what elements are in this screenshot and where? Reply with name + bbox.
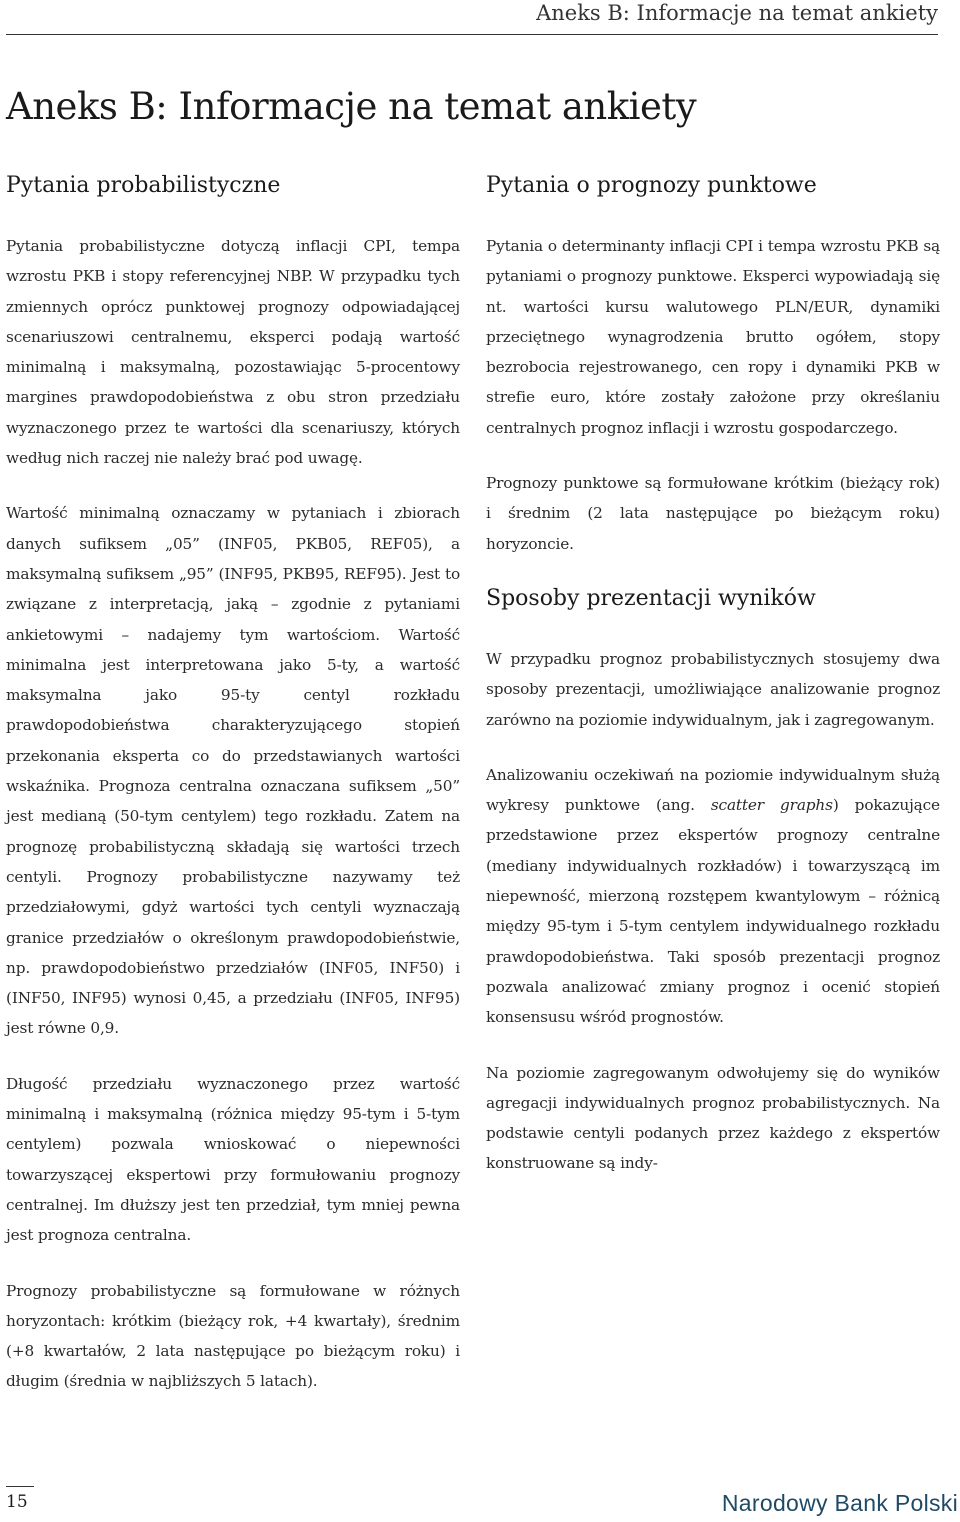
paragraph: Pytania probabilistyczne dotyczą inflacji CPI, tempa wzrostu PKB i stopy referencyjnej NBP. W przypadku tych zmiennych oprócz punktowej prognozy odpowiadającej scenariuszowi centralnemu, eksperci podają wartość minimalną i maksymalną, pozostawiając 5-procentowy margines prawdopodobieństwa z obu stron przedziału wyznaczonego przez te wartości dla scenariuszy, których według nich raczej nie należy brać pod uwagę. (6, 237, 460, 468)
paragraph: Wartość minimalną oznaczamy w pytaniach i zbiorach danych sufiksem „05” (INF05, PKB05, REF05), a maksymalną sufiksem „95” (INF95, PKB95, REF95). Jest to związane z interpretacją, jaką – zgodnie z pytaniami ankietowymi – nadajemy tym wartościom. Wartość minimalna jest interpretowana jako 5-ty, a wartość maksymalna jako 95-ty centyl rozkładu prawdopodobieństwa charakteryzującego stopień przekonania eksperta co do przedstawianych wartości wskaźnika. Prognoza centralna oznaczana sufiksem „50” jest medianą (50-tym centylem) tego rozkładu. Zatem na prognozę probabilistyczną składają się wartości trzech centyli. Prognozy probabilistyczne nazywamy też przedziałowymi, gdyż wartości tych centyli wyznaczają granice przedziałów o określonym prawdopodobieństwie, np. prawdopodobieństwo przedziałów (INF05, INF50) i (INF50, INF95) wynosi 0,45, a przedziału (INF05, INF95) jest równe 0,9. (6, 504, 460, 1038)
running-header: Aneks B: Informacje na temat ankiety (6, 0, 938, 35)
paragraph: Prognozy probabilistyczne są formułowane w różnych horyzontach: krótkim (bieżący rok, +4 kwartały), średnim (+8 kwartałów, 2 lata następujące po bieżącym roku) i długim (średnia w najbliższych 5 latach). (6, 1281, 460, 1391)
paragraph: Prognozy punktowe są formułowane krótkim (bieżący rok) i średnim (2 lata następujące po bieżącym roku) horyzoncie. (486, 474, 940, 553)
text-span: Analizowaniu oczekiwań na poziomie indywidualnym służą wykresy punktowe (ang. (486, 765, 940, 815)
section-heading-point-forecasts: Pytania o prognozy punktowe (486, 173, 817, 198)
paragraph: W przypadku prognoz probabilistycznych stosujemy dwa sposoby prezentacji, umożliwiające analizowanie prognoz zarówno na poziomie indywidualnym, jak i zagregowanym. (486, 649, 940, 729)
paragraph (486, 760, 940, 1033)
page-number: 15 (6, 1486, 34, 1517)
section-heading-presentation: Sposoby prezentacji wyników (486, 585, 816, 611)
left-column (6, 171, 460, 1422)
italic-term: scatter graphs (710, 796, 833, 815)
section-heading-probabilistic: Pytania probabilistyczne (6, 173, 281, 198)
paragraph: Długość przedziału wyznaczonego przez wartość minimalną i maksymalną (różnica między 95-tym i 5-tym centylem) pozwala wnioskować o niepewności towarzyszącej ekspertowi przy formułowaniu prognozy centralnej. Im dłuższy jest ten przedział, tym mniej pewna jest prognoza centralna. (6, 1074, 460, 1245)
publisher-name: Narodowy Bank Polski (721, 1490, 958, 1516)
right-column (486, 171, 940, 1204)
paragraph: Na poziomie zagregowanym odwołujemy się do wyników agregacji indywidualnych prognoz probabilistycznych. Na podstawie centyli podanych przez każdego z ekspertów konstruowane są indy- (486, 1063, 940, 1173)
text-span: ) pokazujące przedstawione przez ekspertów prognozy centralne (mediany indywidualnych rozkładów) i towarzyszącą im niepewność, mierzoną rozstępem kwantylowym – różnicą między 95-tym i 5-tym centylem indywidualnego rozkładu prawdopodobieństwa. Taki sposób prezentacji prognoz pozwala analizować zmiany prognoz i ocenić stopień konsensusu wśród prognostów. (486, 796, 940, 1027)
paragraph: Pytania o determinanty inflacji CPI i tempa wzrostu PKB są pytaniami o prognozy punktowe. Eksperci wypowiadają się nt. wartości kursu walutowego PLN/EUR, dynamiki przeciętnego wynagrodzenia brutto ogółem, stopy bezrobocia rejestrowanego, cen ropy i dynamiki PKB w strefie euro, które zostały założone przy określaniu centralnych prognoz inflacji i wzrostu gospodarczego. (486, 237, 940, 437)
page-title: Aneks B: Informacje na temat ankiety (6, 85, 697, 128)
